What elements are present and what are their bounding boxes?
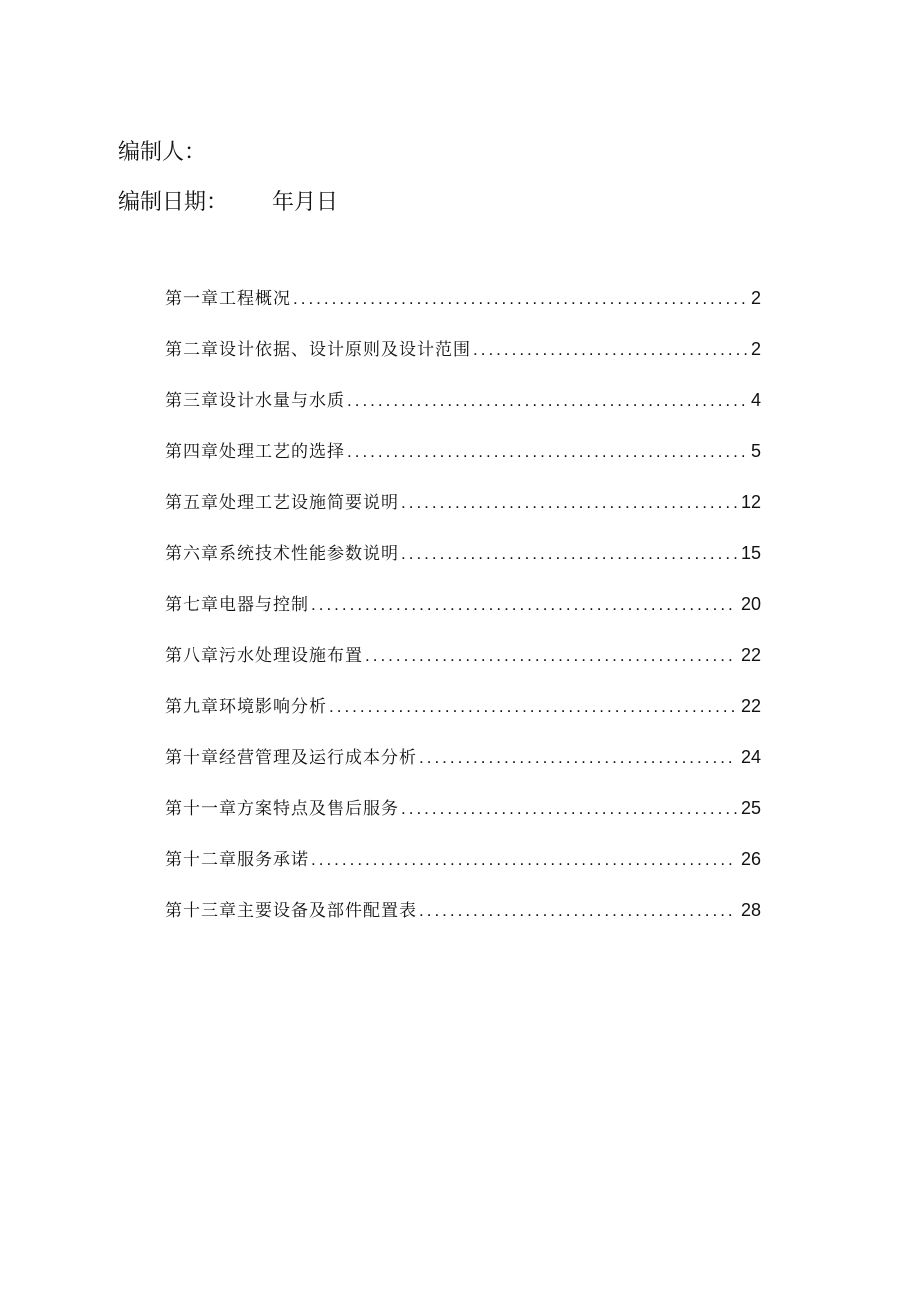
toc-entry-chapter-10[interactable] xyxy=(165,743,761,794)
toc-entry-page: 20 xyxy=(740,594,761,614)
author-label: 编制人： xyxy=(118,140,207,165)
toc-dot-leader xyxy=(345,438,747,466)
toc-entry-title: 第十二章服务承诺 xyxy=(165,850,309,870)
toc-entry-page: 22 xyxy=(740,696,761,716)
date-line xyxy=(118,189,338,217)
toc-entry-title: 第五章处理工艺设施简要说明 xyxy=(165,493,399,513)
toc-entry-page: 15 xyxy=(740,543,761,563)
toc-dot-leader xyxy=(399,489,737,517)
toc-entry-page: 2 xyxy=(750,288,761,308)
toc-entry-title: 第六章系统技术性能参数说明 xyxy=(165,544,399,564)
table-of-contents xyxy=(165,284,761,947)
toc-dot-leader xyxy=(327,693,737,721)
toc-entry-chapter-5[interactable] xyxy=(165,488,761,539)
toc-entry-title: 第二章设计依据、设计原则及设计范围 xyxy=(165,340,471,360)
toc-dot-leader xyxy=(399,795,737,823)
toc-entry-page: 26 xyxy=(740,849,761,869)
toc-dot-leader xyxy=(471,336,747,364)
toc-entry-chapter-3[interactable] xyxy=(165,386,761,437)
author-line xyxy=(118,139,206,167)
toc-entry-title: 第八章污水处理设施布置 xyxy=(165,646,363,666)
toc-dot-leader xyxy=(309,591,737,619)
toc-entry-page: 25 xyxy=(740,798,761,818)
toc-entry-chapter-13[interactable] xyxy=(165,896,761,947)
toc-dot-leader xyxy=(291,285,747,313)
toc-entry-title: 第九章环境影响分析 xyxy=(165,697,327,717)
toc-entry-page: 28 xyxy=(740,900,761,920)
toc-entry-title: 第十章经营管理及运行成本分析 xyxy=(165,748,417,768)
toc-entry-chapter-12[interactable] xyxy=(165,845,761,896)
toc-entry-page: 4 xyxy=(750,390,761,410)
toc-entry-page: 5 xyxy=(750,441,761,461)
toc-dot-leader xyxy=(399,540,737,568)
toc-entry-title: 第四章处理工艺的选择 xyxy=(165,442,345,462)
toc-entry-chapter-2[interactable] xyxy=(165,335,761,386)
toc-dot-leader xyxy=(309,846,737,874)
toc-entry-page: 22 xyxy=(740,645,761,665)
toc-entry-chapter-1[interactable] xyxy=(165,284,761,335)
toc-entry-chapter-8[interactable] xyxy=(165,641,761,692)
toc-entry-chapter-6[interactable] xyxy=(165,539,761,590)
toc-entry-title: 第一章工程概况 xyxy=(165,289,291,309)
date-label: 编制日期： xyxy=(118,190,229,215)
toc-entry-title: 第十三章主要设备及部件配置表 xyxy=(165,901,417,921)
toc-entry-chapter-7[interactable] xyxy=(165,590,761,641)
toc-entry-page: 12 xyxy=(740,492,761,512)
toc-entry-title: 第十一章方案特点及售后服务 xyxy=(165,799,399,819)
toc-entry-chapter-9[interactable] xyxy=(165,692,761,743)
toc-dot-leader xyxy=(417,744,737,772)
toc-entry-title: 第七章电器与控制 xyxy=(165,595,309,615)
toc-entry-title: 第三章设计水量与水质 xyxy=(165,391,345,411)
toc-dot-leader xyxy=(417,897,737,925)
toc-entry-page: 24 xyxy=(740,747,761,767)
toc-entry-chapter-11[interactable] xyxy=(165,794,761,845)
date-value: 年月日 xyxy=(272,190,339,215)
toc-dot-leader xyxy=(363,642,737,670)
toc-entry-page: 2 xyxy=(750,339,761,359)
toc-dot-leader xyxy=(345,387,747,415)
toc-entry-chapter-4[interactable] xyxy=(165,437,761,488)
